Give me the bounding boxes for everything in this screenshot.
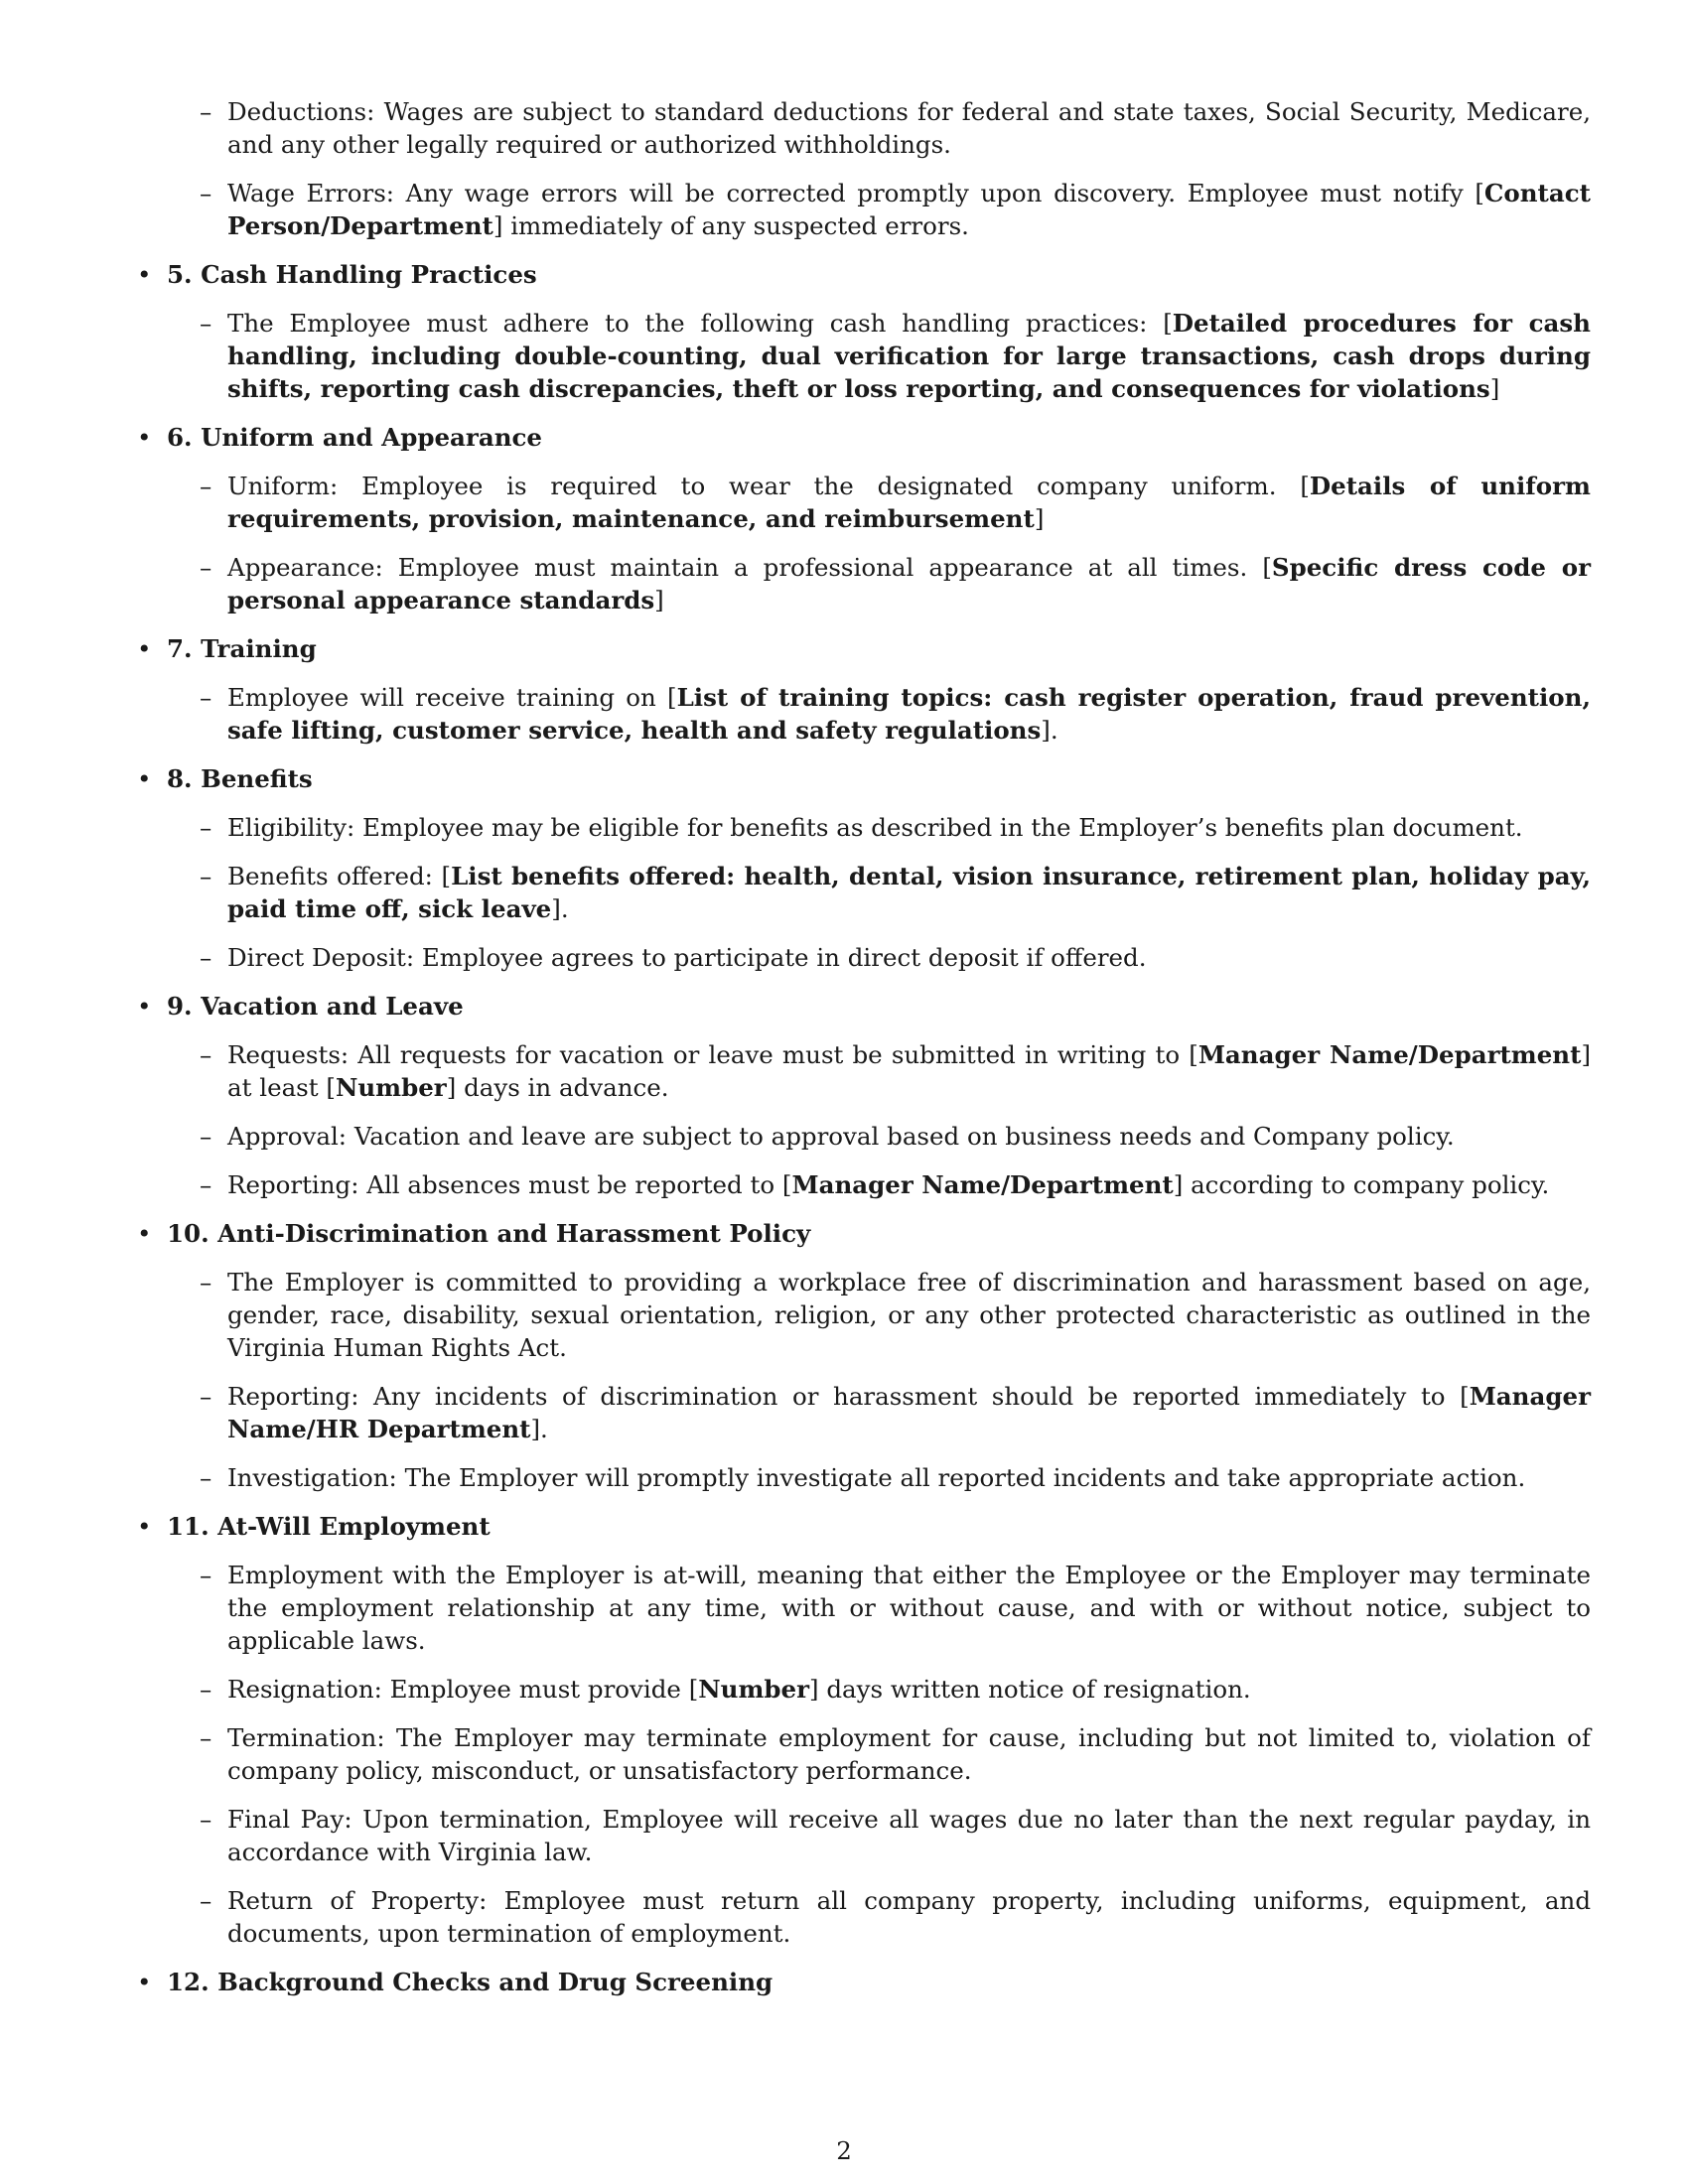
page-number: 2 [836,2136,852,2165]
item-text: Termination: The Employer may terminate employment for cause, including but not limited to, violation of company policy, misconduct, or unsatisfactory performance. [227,1723,1591,1785]
item-text: ]. [551,894,569,923]
item-text: The Employee must adhere to the following cash handling practices: [ [227,309,1173,338]
placeholder-text: Manager Name/Department [1197,1040,1582,1069]
list-item [0,941,1688,974]
item-text: Approval: Vacation and leave are subject to approval based on business needs and Company policy. [227,1122,1455,1151]
dash-icon: – [200,1805,212,1834]
bullet-icon: • [137,1512,152,1541]
item-text: Employment with the Employer is at-will, meaning that either the Employee or the Employer may terminate the employment relationship at any time, with or without cause, and with or without notice, subject to applicable laws. [227,1561,1591,1655]
dash-icon: – [200,1886,212,1915]
section [0,1966,1688,1998]
dash-icon: – [200,1561,212,1589]
document-body [0,95,1688,2014]
dash-icon: – [200,862,212,890]
section-heading-text: 5. Cash Handling Practices [167,260,537,289]
sub-item-list [0,1559,1688,1950]
item-text: Reporting: Any incidents of discrimination or harassment should be reported immediately to [ [227,1382,1470,1411]
placeholder-text: Manager Name/Department [791,1170,1174,1199]
list-item [0,860,1688,925]
item-text: ] immediately of any suspected errors. [492,211,969,240]
section-heading [0,990,1688,1023]
item-text: ]. [1041,716,1058,745]
list-item [0,1266,1688,1364]
section-heading [0,1510,1688,1543]
item-text: Direct Deposit: Employee agrees to participate in direct deposit if offered. [227,943,1147,972]
item-text: ]. [530,1415,548,1443]
placeholder-text: Specific dress code or personal appearance standards [227,553,1591,614]
bullet-icon: • [137,260,152,289]
list-item [0,1884,1688,1950]
section-heading-text: 6. Uniform and Appearance [167,423,543,452]
list-item [0,1038,1688,1104]
list-item [0,307,1688,405]
dash-icon: – [200,1463,212,1492]
section [0,258,1688,405]
list-item [0,1673,1688,1706]
sub-item-list [0,95,1688,242]
item-text: ] days written notice of resignation. [809,1675,1251,1704]
dash-icon: – [200,1675,212,1704]
list-item [0,1120,1688,1153]
section-heading-text: 8. Benefits [167,764,313,793]
placeholder-text: Number [335,1073,447,1102]
section [0,1217,1688,1494]
list-item [0,1721,1688,1787]
sub-item-list [0,681,1688,747]
item-text: Appearance: Employee must maintain a professional appearance at all times. [ [227,553,1272,582]
placeholder-text: Detailed procedures for cash handling, including double-counting, dual verification for large transactions, cash drops during shifts, reporting cash discrepancies, theft or loss reporting, and consequences for violations [227,309,1591,403]
section-heading [0,1217,1688,1250]
list-item [0,95,1688,161]
item-text: Return of Property: Employee must return all company property, including uniforms, equipment, and documents, upon termination of employment. [227,1886,1591,1948]
section [0,95,1688,242]
dash-icon: – [200,1268,212,1297]
item-text: Employee will receive training on [ [227,683,677,712]
list-item [0,1461,1688,1494]
dash-icon: – [200,179,212,207]
dash-icon: – [200,1723,212,1752]
section-heading-text: 7. Training [167,634,317,663]
bullet-icon: • [137,764,152,793]
bullet-icon: • [137,1968,152,1996]
item-text: Eligibility: Employee may be eligible for benefits as described in the Employer’s benefits plan document. [227,813,1523,842]
bullet-icon: • [137,423,152,452]
item-text: Final Pay: Upon termination, Employee will receive all wages due no later than the next regular payday, in accordance with Virginia law. [227,1805,1591,1866]
dash-icon: – [200,943,212,972]
sub-item-list [0,1038,1688,1201]
sub-item-list [0,470,1688,616]
section [0,632,1688,747]
dash-icon: – [200,97,212,126]
bullet-icon: • [137,992,152,1021]
placeholder-text: List benefits offered: health, dental, vision insurance, retirement plan, holiday pay, paid time off, sick leave [227,862,1591,923]
item-text: Resignation: Employee must provide [ [227,1675,699,1704]
sub-item-list [0,1266,1688,1494]
bullet-icon: • [137,1219,152,1248]
item-text: Wage Errors: Any wage errors will be corrected promptly upon discovery. Employee must notify [ [227,179,1484,207]
list-item [0,1380,1688,1445]
placeholder-text: List of training topics: cash register operation, fraud prevention, safe lifting, customer service, health and safety regulations [227,683,1591,745]
section-heading [0,1966,1688,1998]
list-item [0,1168,1688,1201]
section [0,990,1688,1201]
item-text: ] according to company policy. [1173,1170,1550,1199]
section-heading [0,762,1688,795]
list-item [0,551,1688,616]
dash-icon: – [200,1170,212,1199]
item-text: ] [654,586,664,614]
section-heading-text: 11. At-Will Employment [167,1512,491,1541]
sub-item-list [0,811,1688,974]
placeholder-text: Contact Person/Department [227,179,1591,240]
list-item [0,681,1688,747]
list-item [0,177,1688,242]
item-text: Deductions: Wages are subject to standard deductions for federal and state taxes, Social Security, Medicare, and any other legally required or authorized withholdings. [227,97,1591,159]
sub-item-list [0,307,1688,405]
dash-icon: – [200,1122,212,1151]
item-text: Uniform: Employee is required to wear the designated company uniform. [ [227,472,1310,500]
placeholder-text: Details of uniform requirements, provision, maintenance, and reimbursement [227,472,1591,533]
item-text: Requests: All requests for vacation or leave must be submitted in writing to [ [227,1040,1198,1069]
placeholder-text: Number [698,1675,810,1704]
dash-icon: – [200,813,212,842]
list-item [0,811,1688,844]
dash-icon: – [200,309,212,338]
placeholder-text: Manager Name/HR Department [227,1382,1591,1443]
item-text: ] at least [ [227,1040,1592,1102]
dash-icon: – [200,553,212,582]
section-heading-text: 9. Vacation and Leave [167,992,464,1021]
item-text: The Employer is committed to providing a workplace free of discrimination and harassment based on age, gender, race, disability, sexual orientation, religion, or any other protected characteristic as outlined in the Virginia Human Rights Act. [227,1268,1591,1362]
list-item [0,1559,1688,1657]
list-item [0,470,1688,535]
section [0,1510,1688,1950]
list-item [0,1803,1688,1868]
dash-icon: – [200,472,212,500]
item-text: ] [1034,504,1045,533]
item-text: Investigation: The Employer will promptly investigate all reported incidents and take appropriate action. [227,1463,1526,1492]
section [0,421,1688,616]
dash-icon: – [200,1382,212,1411]
item-text: ] [1489,374,1500,403]
dash-icon: – [200,683,212,712]
section-heading-text: 10. Anti-Discrimination and Harassment Policy [167,1219,811,1248]
section-heading-text: 12. Background Checks and Drug Screening [167,1968,774,1996]
dash-icon: – [200,1040,212,1069]
section-heading [0,258,1688,291]
item-text: Benefits offered: [ [227,862,452,890]
section-heading [0,632,1688,665]
bullet-icon: • [137,634,152,663]
item-text: Reporting: All absences must be reported to [ [227,1170,792,1199]
section [0,762,1688,974]
section-heading [0,421,1688,454]
item-text: ] days in advance. [446,1073,669,1102]
